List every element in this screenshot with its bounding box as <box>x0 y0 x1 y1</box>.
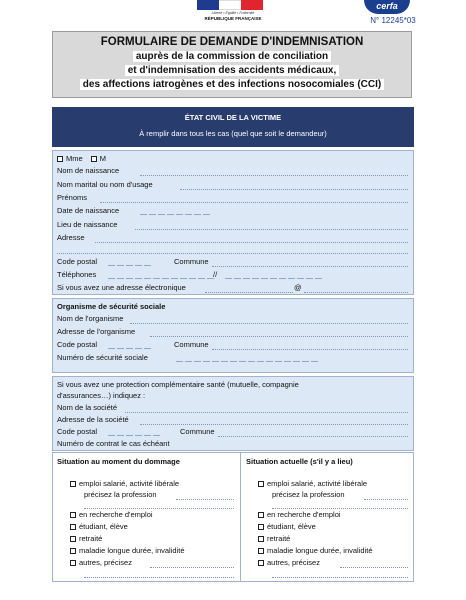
company-name-label: Nom de la société <box>57 403 118 412</box>
org-address-field[interactable] <box>150 336 408 337</box>
left-student-label: étudiant, élève <box>79 522 128 531</box>
city-label: Commune <box>174 257 209 266</box>
left-option-illness <box>70 546 185 555</box>
civility-row <box>57 154 106 163</box>
right-option-retired <box>258 534 290 543</box>
right-option-student <box>258 522 316 531</box>
right-other-label: autres, précisez <box>267 558 320 567</box>
firstnames-field[interactable] <box>100 202 408 203</box>
ss-number-label: Numéro de sécurité sociale <box>57 353 148 362</box>
form-title-box <box>52 31 412 98</box>
field-birthdate-label: Date de naissance <box>57 206 120 215</box>
company-city-field[interactable] <box>218 436 408 437</box>
left-option-job-search <box>70 510 153 519</box>
title-line-2: et d'indemnisation des accidents médicaux, <box>125 65 340 76</box>
field-birth-name-label: Nom de naissance <box>57 166 120 175</box>
right-option-job-search <box>258 510 341 519</box>
left-profession-field-2[interactable] <box>84 508 234 509</box>
section-heading: ÉTAT CIVIL DE LA VICTIME <box>184 113 282 122</box>
right-profession-field-2[interactable] <box>272 508 408 509</box>
right-job-search-label: en recherche d'emploi <box>267 510 341 519</box>
usage-name-field[interactable] <box>180 189 408 190</box>
address-field[interactable] <box>95 242 408 243</box>
right-employed-checkbox[interactable] <box>258 481 264 487</box>
left-employed-label: emploi salarié, activité libérale <box>79 479 180 488</box>
left-other-label: autres, précisez <box>79 558 132 567</box>
flag-white <box>219 0 241 10</box>
phone-2-field[interactable] <box>225 270 322 279</box>
org-address-label: Adresse de l'organisme <box>57 327 136 336</box>
social-postal-label: Code postal <box>57 340 98 349</box>
company-address-field[interactable] <box>140 424 408 425</box>
left-option-student <box>70 522 128 531</box>
flag-red <box>241 0 263 10</box>
left-illness-checkbox[interactable] <box>70 548 76 554</box>
situation-right-heading: Situation actuelle (s'il y a lieu) <box>246 457 353 466</box>
company-city-label: Commune <box>180 427 215 436</box>
mme-label: Mme <box>66 154 83 163</box>
right-option-illness <box>258 546 373 555</box>
left-employed-checkbox[interactable] <box>70 481 76 487</box>
field-usage-name-label: Nom marital ou nom d'usage <box>57 180 153 189</box>
email-label: Si vous avez une adresse électronique <box>57 283 186 292</box>
form-title: FORMULAIRE DE DEMANDE D'INDEMNISATION <box>100 36 364 48</box>
m-checkbox[interactable] <box>91 156 97 162</box>
ss-number-field[interactable] <box>176 353 318 362</box>
left-option-retired <box>70 534 102 543</box>
right-student-label: étudiant, élève <box>267 522 316 531</box>
left-other-field-2[interactable] <box>84 577 234 578</box>
section-banner <box>52 107 414 147</box>
left-employed-option <box>70 479 179 488</box>
complementary-intro-1: Si vous avez une protection complémentaire santé (mutuelle, compagnie <box>57 380 299 389</box>
birthdate-field[interactable] <box>140 206 210 215</box>
mme-checkbox[interactable] <box>57 156 63 162</box>
email-at: @ <box>294 283 302 292</box>
flag-blue <box>197 0 219 10</box>
social-postal-field[interactable] <box>108 340 151 349</box>
birthplace-field[interactable] <box>135 229 408 230</box>
left-other-field[interactable] <box>150 567 234 568</box>
complementary-intro-2: d'assurances…) indiquez : <box>57 391 146 400</box>
situation-left-heading: Situation au moment du dommage <box>57 457 180 466</box>
social-heading: Organisme de sécurité sociale <box>57 302 166 311</box>
left-job-search-label: en recherche d'emploi <box>79 510 153 519</box>
right-retired-checkbox[interactable] <box>258 536 264 542</box>
republic-motto: Liberté • Égalité • Fraternité <box>211 11 255 15</box>
social-city-label: Commune <box>174 340 209 349</box>
french-flag-logo <box>197 0 263 10</box>
title-line-1: auprès de la commission de conciliation <box>133 51 331 62</box>
m-label: M <box>99 154 107 163</box>
right-illness-label: maladie longue durée, invalidité <box>267 546 373 555</box>
right-other-field-2[interactable] <box>272 577 408 578</box>
left-illness-label: maladie longue durée, invalidité <box>79 546 185 555</box>
right-profession-label: précisez la profession <box>272 490 345 499</box>
left-retired-checkbox[interactable] <box>70 536 76 542</box>
left-other-checkbox[interactable] <box>70 560 76 566</box>
right-student-checkbox[interactable] <box>258 524 264 530</box>
company-postal-label: Code postal <box>57 427 98 436</box>
right-job-search-checkbox[interactable] <box>258 512 264 518</box>
left-profession-label: précisez la profession <box>84 490 157 499</box>
form-number: N° 12245*03 <box>370 16 416 25</box>
email-domain-field[interactable] <box>304 292 408 293</box>
address-field-line-2[interactable] <box>57 253 408 254</box>
phones-label: Téléphones <box>57 270 97 279</box>
right-profession-field[interactable] <box>364 499 408 500</box>
contract-number-label: Numéro de contrat le cas échéant <box>57 439 170 448</box>
phone-1-field[interactable] <box>108 270 214 279</box>
right-other-field[interactable] <box>340 567 408 568</box>
left-job-search-checkbox[interactable] <box>70 512 76 518</box>
republic-name: RÉPUBLIQUE FRANÇAISE <box>204 16 262 21</box>
situation-divider <box>240 452 241 582</box>
field-firstnames-label: Prénoms <box>57 193 88 202</box>
left-profession-field[interactable] <box>176 499 234 500</box>
right-employed-label: emploi salarié, activité libérale <box>267 479 368 488</box>
phone-separator: // <box>213 270 218 279</box>
company-postal-field[interactable] <box>108 427 160 436</box>
company-name-field[interactable] <box>125 412 408 413</box>
postal-code-field[interactable] <box>108 257 151 266</box>
right-illness-checkbox[interactable] <box>258 548 264 554</box>
left-student-checkbox[interactable] <box>70 524 76 530</box>
org-name-label: Nom de l'organisme <box>57 314 124 323</box>
company-address-label: Adresse de la société <box>57 415 129 424</box>
cerfa-logo: cerfa <box>364 0 410 14</box>
left-retired-label: retraité <box>79 534 103 543</box>
right-retired-label: retraité <box>267 534 291 543</box>
postal-code-label: Code postal <box>57 257 98 266</box>
field-address-label: Adresse <box>57 233 85 242</box>
field-birthplace-label: Lieu de naissance <box>57 220 118 229</box>
right-employed-option <box>258 479 367 488</box>
right-option-other <box>258 558 320 567</box>
section-subheading: À remplir dans tous les cas (quel que soit le demandeur) <box>139 129 327 138</box>
email-user-field[interactable] <box>205 292 293 293</box>
org-name-field[interactable] <box>130 323 408 324</box>
birth-name-field[interactable] <box>140 175 408 176</box>
right-other-checkbox[interactable] <box>258 560 264 566</box>
city-field[interactable] <box>212 266 408 267</box>
title-line-3: des affections iatrogènes et des infections nosocomiales (CCI) <box>80 79 384 90</box>
social-city-field[interactable] <box>212 349 408 350</box>
left-option-other <box>70 558 132 567</box>
